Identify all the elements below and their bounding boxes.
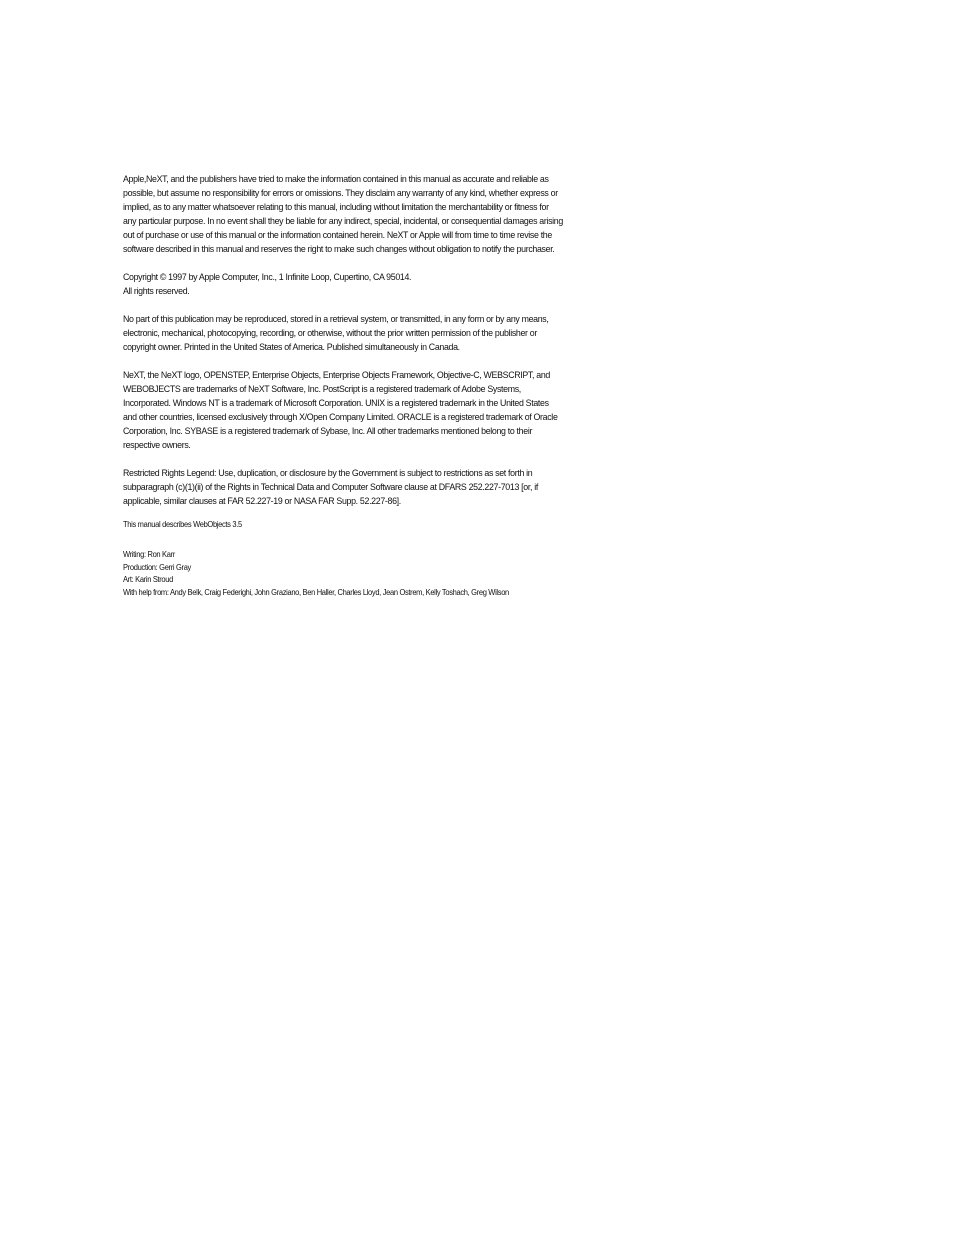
credit-help: With help from: Andy Belk, Craig Federighi, John Graziano, Ben Haller, Charles Lloyd, Jean Ostrem, Kelly Toshach, Greg Wilson — [123, 588, 509, 598]
credits-block — [123, 549, 563, 600]
disclaimer-paragraph: Apple,NeXT, and the publishers have tried to make the information contained in this manual as accurate and reliable as possible, but assume no responsibility for errors or omissions. They disclaim any warranty of any kind, whether express or implied, as to any matter whatsoever relating to this manual, including without limitation the merchantability or fitness for any particular purpose. In no event shall they be liable for any indirect, special, incidental, or consequential damages arising out of purchase or use of this manual or the information contained herein. NeXT or Apple will from time to time revise the software described in this manual and reserves the right to make such changes without obligation to notify the purchaser. — [123, 173, 563, 254]
credit-writing: Writing: Ron Karr — [123, 549, 175, 559]
credit-production: Production: Gerri Gray — [123, 562, 191, 572]
trademarks-paragraph: NeXT, the NeXT logo, OPENSTEP, Enterprise Objects, Enterprise Objects Framework, Objective-C, WEBSCRIPT, and WEBOBJECTS are trademarks of NeXT Software, Inc. PostScript is a registered trademark of Adobe Systems, Incorporated. Windows NT is a trademark of Microsoft Corporation. UNIX is a registered trademark in the United States and other countries, licensed exclusively through X/Open Company Limited. ORACLE is a registered trademark of Oracle Corporation, Inc. SYBASE is a registered trademark of Sybase, Inc. All other trademarks mentioned belong to their respective owners. — [123, 369, 558, 450]
version-note: This manual describes WebObjects 3.5 — [123, 520, 242, 529]
rights-reserved-line: All rights reserved. — [123, 285, 190, 296]
copyright-page-content — [123, 172, 563, 600]
copyright-paragraph — [123, 270, 563, 298]
credit-art: Art: Karin Stroud — [123, 575, 173, 585]
restricted-rights-paragraph: Restricted Rights Legend: Use, duplication, or disclosure by the Government is subject to restrictions as set forth in subparagraph (c)(1)(ii) of the Rights in Technical Data and Computer Software clause at DFARS 252.227-7013 [or, if applicable, similar clauses at FAR 52.227-19 or NASA FAR Supp. 52.227-86]. — [123, 467, 538, 506]
reproduction-paragraph: No part of this publication may be reproduced, stored in a retrieval system, or transmitted, in any form or by any means, electronic, mechanical, photocopying, recording, or otherwise, without the prior written permission of the publisher or copyright owner. Printed in the United States of America. Published simultaneously in Canada. — [123, 313, 549, 352]
copyright-line: Copyright © 1997 by Apple Computer, Inc., 1 Infinite Loop, Cupertino, CA 95014. — [123, 271, 412, 282]
